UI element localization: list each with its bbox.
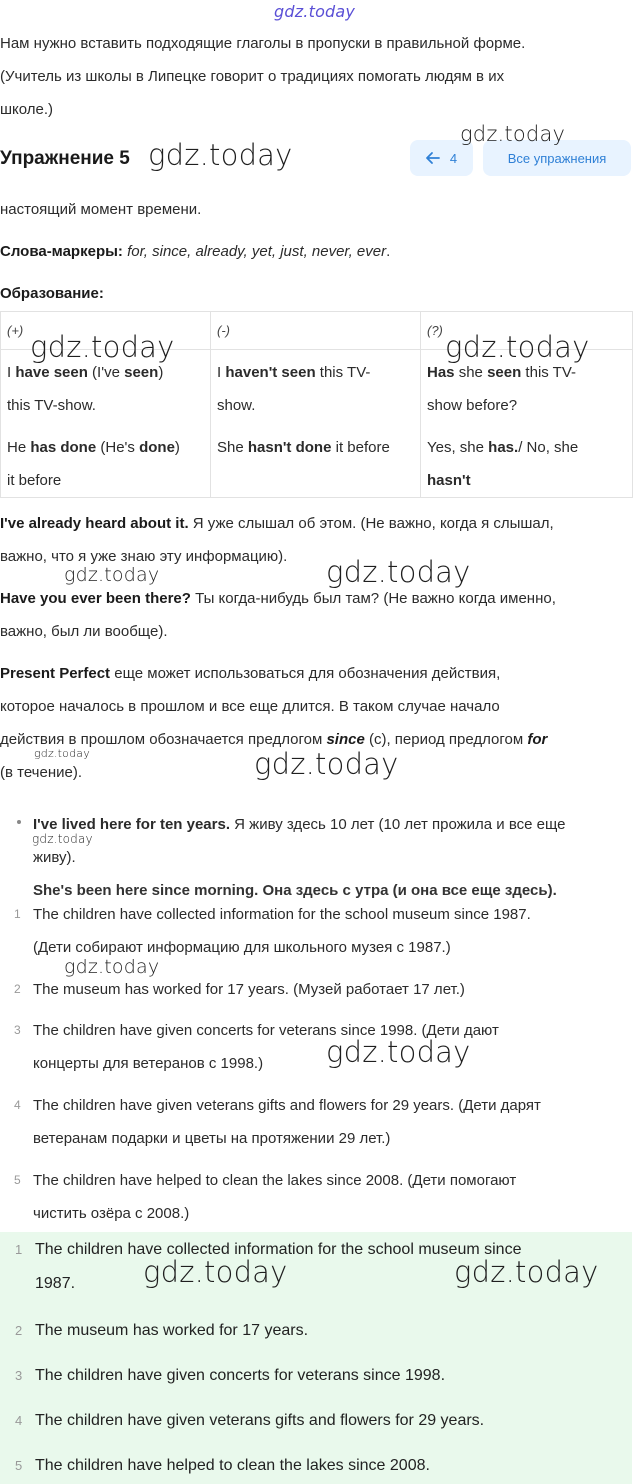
item-number: 5 bbox=[15, 1458, 23, 1473]
text: she bbox=[454, 364, 488, 381]
all-exercises-button[interactable]: Все упражнения bbox=[483, 140, 631, 176]
answer-text: The museum has worked for 17 years. bbox=[35, 1322, 309, 1339]
page-title: Упражнение 5 bbox=[0, 148, 130, 169]
item-text bbox=[33, 898, 623, 964]
example-translation: Ты когда-нибудь был там? (Не важно когда именно, bbox=[190, 590, 556, 607]
text: He bbox=[7, 439, 31, 456]
item-text bbox=[33, 1089, 623, 1155]
intro-text bbox=[0, 27, 632, 126]
item-number: 5 bbox=[14, 1173, 21, 1187]
question-example bbox=[427, 431, 626, 497]
text: действия в прошлом обозначается предлогом bbox=[0, 731, 327, 748]
item-text bbox=[33, 1164, 623, 1230]
markers-label: Слова-маркеры: bbox=[0, 243, 123, 260]
present-moment-text: настоящий момент времени. bbox=[0, 201, 202, 218]
line: The children have collected information for the school museum since bbox=[35, 1241, 522, 1258]
example-sentence: I've lived here for ten years. bbox=[33, 816, 230, 833]
example-sentence: Have you ever been there? bbox=[0, 590, 191, 607]
text: this TV- bbox=[315, 364, 371, 381]
example-ever bbox=[0, 582, 632, 648]
watermark: gdz.today bbox=[445, 330, 590, 364]
text: ) bbox=[158, 364, 164, 381]
text: show before? bbox=[427, 397, 518, 414]
text: this TV-show. bbox=[7, 397, 96, 414]
watermark: gdz.today bbox=[34, 747, 90, 760]
example-translation: Я живу здесь 10 лет (10 лет прожила и все еще bbox=[230, 816, 566, 833]
verb-form: has done bbox=[30, 439, 97, 456]
cut-off-sentence: She's been here since morning. Она здесь с утра (и она все еще здесь). bbox=[33, 882, 557, 899]
header-question: (?) bbox=[421, 312, 633, 350]
line: концерты для ветеранов с 1998.) bbox=[33, 1055, 264, 1072]
verb-form: done bbox=[139, 439, 175, 456]
text: it before bbox=[7, 472, 62, 489]
header-negative: (-) bbox=[211, 312, 421, 350]
text: Yes, she bbox=[427, 439, 489, 456]
item-number: 2 bbox=[14, 982, 21, 996]
example-sentence: I've already heard about it. bbox=[0, 515, 189, 532]
verb-form: Has bbox=[427, 364, 455, 381]
positive-cell bbox=[1, 350, 211, 498]
watermark: gdz.today bbox=[460, 122, 566, 146]
keyword-for: for bbox=[527, 731, 548, 748]
item-number: 1 bbox=[15, 1242, 23, 1257]
negative-example bbox=[217, 431, 414, 464]
example-translation: живу). bbox=[33, 849, 76, 866]
watermark: gdz.today bbox=[326, 555, 471, 589]
tense-name: Present Perfect bbox=[0, 665, 111, 682]
line: The children have helped to clean the lakes since 2008. (Дети помогают bbox=[33, 1172, 517, 1189]
watermark: gdz.today bbox=[274, 2, 356, 21]
item-number: 1 bbox=[14, 907, 21, 921]
text: еще может использоваться для обозначения действия, bbox=[110, 665, 501, 682]
cut-off-text bbox=[33, 882, 593, 899]
intro-line: Нам нужно вставить подходящие глаголы в пропуски в правильной форме. bbox=[0, 35, 526, 52]
intro-line: (Учитель из школы в Липецке говорит о традициях помогать людям в их bbox=[0, 68, 505, 85]
negative-cell bbox=[211, 350, 421, 498]
answer-text: The children have given veterans gifts and flowers for 29 years. bbox=[35, 1412, 485, 1429]
verb-form: haven't seen bbox=[225, 364, 316, 381]
bullet-icon bbox=[17, 820, 21, 824]
verb-form: seen bbox=[487, 364, 522, 381]
previous-exercise-number: 4 bbox=[449, 150, 458, 166]
header-positive: (+) bbox=[1, 312, 211, 350]
watermark: gdz.today bbox=[64, 564, 160, 586]
watermark: gdz.today bbox=[143, 1255, 288, 1289]
negative-example bbox=[217, 356, 414, 422]
positive-example bbox=[7, 431, 204, 497]
text: (He's bbox=[96, 439, 140, 456]
formation-label-text: Образование: bbox=[0, 285, 104, 302]
arrow-left-icon bbox=[426, 152, 440, 164]
example-translation: Я уже слышал об этом. (Не важно, когда я слышал, bbox=[188, 515, 554, 532]
text: ) bbox=[174, 439, 180, 456]
line: The museum has worked for 17 years. (Музей работает 17 лет.) bbox=[33, 981, 465, 998]
text: которое началось в прошлом и все еще длится. В таком случае начало bbox=[0, 698, 500, 715]
verb-form: has. bbox=[488, 439, 519, 456]
item-number: 3 bbox=[14, 1023, 21, 1037]
watermark: gdz.today bbox=[254, 747, 399, 781]
item-number: 2 bbox=[15, 1323, 23, 1338]
item-number: 4 bbox=[15, 1413, 23, 1428]
watermark: gdz.today bbox=[148, 138, 293, 172]
table-row bbox=[1, 350, 633, 498]
answer-text: The children have given concerts for veterans since 1998. bbox=[35, 1367, 446, 1384]
line: чистить озёра с 2008.) bbox=[33, 1205, 190, 1222]
line: ветеранам подарки и цветы на протяжении 29 лет.) bbox=[33, 1130, 391, 1147]
item-number: 4 bbox=[14, 1098, 21, 1112]
line: The children have given veterans gifts and flowers for 29 years. (Дети дарят bbox=[33, 1097, 541, 1114]
watermark: gdz.today bbox=[64, 956, 160, 978]
text: it before bbox=[331, 439, 390, 456]
question-cell bbox=[421, 350, 633, 498]
markers-line bbox=[0, 235, 632, 268]
positive-example bbox=[7, 356, 204, 422]
watermark: gdz.today bbox=[30, 330, 175, 364]
text: / No, she bbox=[518, 439, 579, 456]
intro-line: школе.) bbox=[0, 101, 54, 118]
markers-end: . bbox=[386, 243, 391, 260]
verb-form: hasn't bbox=[427, 472, 471, 489]
text: show. bbox=[217, 397, 256, 414]
line: The children have collected information for the school museum since 1987. bbox=[33, 906, 531, 923]
markers-words: for, since, already, yet, just, never, ever bbox=[127, 243, 387, 260]
text: (в течение). bbox=[0, 764, 83, 781]
text: I bbox=[217, 364, 226, 381]
keyword-since: since bbox=[326, 731, 365, 748]
watermark: gdz.today bbox=[454, 1255, 599, 1289]
text: (I've bbox=[87, 364, 125, 381]
verb-form: seen bbox=[124, 364, 159, 381]
example-translation: важно, был ли вообще). bbox=[0, 623, 168, 640]
watermark: gdz.today bbox=[32, 832, 93, 846]
formation-label bbox=[0, 277, 632, 310]
item-number: 3 bbox=[15, 1368, 23, 1383]
text: She bbox=[217, 439, 248, 456]
exercise-header bbox=[0, 140, 632, 180]
line: (Дети собирают информацию для школьного музея с 1987.) bbox=[33, 939, 451, 956]
example-translation: важно, что я уже знаю эту информацию). bbox=[0, 548, 288, 565]
verb-form: hasn't done bbox=[247, 439, 332, 456]
list-item bbox=[0, 808, 632, 874]
text: I bbox=[7, 364, 16, 381]
verb-form: have seen bbox=[15, 364, 88, 381]
line: The children have given concerts for veterans since 1998. (Дети дают bbox=[33, 1022, 499, 1039]
text: this TV- bbox=[521, 364, 577, 381]
answer-text: The children have helped to clean the lakes since 2008. bbox=[35, 1457, 430, 1474]
question-example bbox=[427, 356, 626, 422]
watermark: gdz.today bbox=[326, 1035, 471, 1069]
text: (с), период предлогом bbox=[364, 731, 528, 748]
bullet-text bbox=[33, 808, 623, 874]
line: 1987. bbox=[35, 1275, 76, 1292]
